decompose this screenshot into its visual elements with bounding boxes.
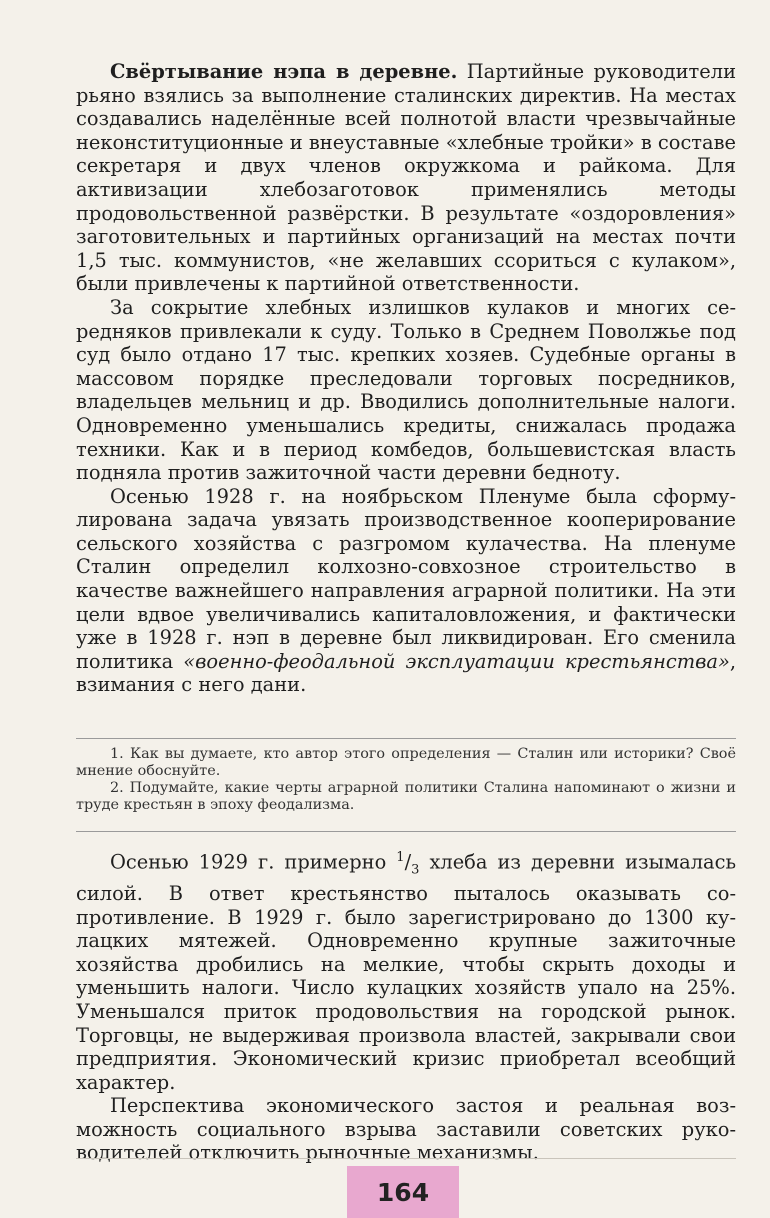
- paragraph-5: Перспектива экономического застоя и реальная возможность социального взрыва заставили советских руководителей отключить рыночные механизмы.: [76, 1094, 736, 1165]
- paragraph-3-start: Осенью 1928 г. на ноябрьском Пленуме была сформулирована задача увязать производственное кооперирование сельского хозяйства с разгромом кулачества. На пленуме Сталин определил колхозно-совхозное строительство в качестве важнейшего направления аграрной политики. На эти цели вдвое увеличивались капиталовложения, и фактически уже в 1928 г. нэп в деревне был ликвидирован. Его сменила политика: [76, 484, 736, 673]
- top-divider: [76, 738, 736, 739]
- main-text-block: [76, 60, 736, 697]
- paragraph-4-start: Осенью 1929 г. примерно: [110, 850, 397, 874]
- paragraph-2: За сокрытие хлебных излишков кулаков и многих середняков привлекали к суду. Только в Среднем Поволжье под суд было отдано 17 тыс. крепких хозяев. Судебные органы в массовом порядке преследовали торговых посредников, владельцев мельниц и др. Вводились дополнительные налоги. Одновременно уменьшались кредиты, снижалась продажа техники. Как и в период комбедов, большевистская власть подняла против зажиточной части деревни бедноту.: [76, 295, 736, 485]
- page-number: 164: [376, 1177, 430, 1207]
- paragraph-3: [76, 485, 736, 697]
- paragraph-3-end: , взимания с него дани.: [76, 649, 736, 697]
- continuation-text-block: [76, 846, 736, 1165]
- question-2: 2. Подумайте, какие черты аграрной политики Сталина напоминают о жизни и труде крестьян в эпоху феодализма.: [76, 780, 736, 813]
- question-1: 1. Как вы думаете, кто автор этого определения — Сталин или историки? Своё мнение обоснуйте.: [76, 746, 736, 779]
- page-number-badge: [347, 1166, 459, 1218]
- section-heading: Свёртывание нэпа в деревне.: [110, 60, 458, 83]
- paragraph-4: Осенью 1929 г. примерно $^1/_3$ хлеба из деревни изымалась силой. В ответ крестьянство пыталось оказывать сопротивление. В 1929 г. было зарегистрировано до 1300 кулацких мятежей. Одновременно крупные зажиточные хозяйства дробились на мелкие, чтобы скрыть доходы и уменьшить налоги. Число кулацких хозяйств упало на 25%. Уменьшался приток продовольствия на городской рынок. Торговцы, не выдерживая произвола властей, закрывали свои предприятия. Экономический кризис приобретал всеобщий характер.: [76, 850, 737, 1094]
- questions-block: [76, 746, 736, 814]
- paragraph-1: [76, 60, 736, 296]
- paragraph-3-italic-quote: «военно-феодальной эксплуатации крестьянства»: [183, 649, 730, 673]
- fraction-numerator: 1: [396, 850, 405, 865]
- paragraph-4-text: хлеба из деревни изымалась силой. В ответ крестьянство пыталось оказывать сопротивление. В 1929 г. было зарегистрировано до 1300 кулацких мятежей. Одновременно крупные зажиточные хозяйства дробились на мелкие, чтобы скрыть доходы и уменьшить налоги. Число кулацких хозяйств упало на 25%. Уменьшался приток продовольствия на городской рынок. Торговцы, не выдерживая произвола властей, закрывали свои предприятия. Экономический кризис приобретал всеобщий характер.: [76, 850, 737, 1094]
- bottom-divider: [76, 831, 736, 832]
- fraction-denominator: 3: [411, 862, 420, 878]
- paragraph-1-text: Партийные руководители рьяно взялись за выполнение сталинских директив. На местах создавались наделённые всей полнотой власти чрезвычайные неконституционные и внеуставные «хлебные тройки» в составе секретаря и двух членов окружкома и райкома. Для активизации хлебозаготовок применялись методы продовольственной развёрстки. В результате «оздоровления» заготовительных и партийных организаций на местах почти 1,5 тыс. коммунистов, «не желавших ссориться с кулаком», были привлечены к партийной ответственности.: [76, 60, 736, 296]
- footer-divider: [76, 1158, 736, 1159]
